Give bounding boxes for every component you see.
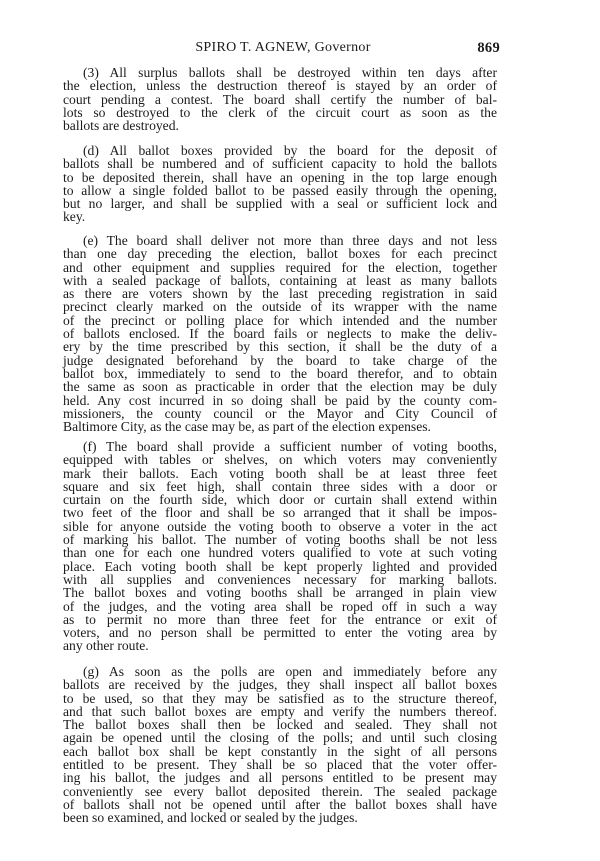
text-line: court pending a contest. The board shall certify the number of bal-: [63, 91, 497, 107]
text-line: curtain on the fourth side, which door or curtain shall extend within: [63, 492, 497, 508]
text-line: of the judges, and the voting area shall be roped off in such a way: [63, 598, 497, 614]
text-line: The ballot boxes shall then be locked and sealed. They shall not: [63, 717, 497, 733]
running-header-title: SPIRO T. AGNEW, Governor: [195, 40, 371, 55]
paragraph-f: [63, 440, 497, 653]
paragraph-3: [63, 66, 497, 132]
text-line: with a sealed package of ballots, containing at least as many ballots: [63, 272, 497, 288]
paragraph-g: [63, 665, 497, 825]
text-line: mark their ballots. Each voting booth shall be at least three feet: [63, 465, 497, 481]
text-line: of the precinct or polling place for which intended and the number: [63, 312, 497, 328]
text-line: square and six feet high, shall contain three sides with a door or: [63, 478, 497, 494]
text-line: (g) As soon as the polls are open and immediately before any: [83, 664, 497, 679]
text-line: The ballot boxes and voting booths shall be arranged in plain view: [63, 585, 497, 601]
text-line: to be used, so that they may be satisfied as to the structure thereof,: [63, 690, 497, 706]
text-line: ery by the time prescribed by this section, it shall be the duty of a: [63, 339, 497, 355]
text-line: the election, unless the destruction thereof is stayed by an order of: [63, 78, 497, 94]
page-number: 869: [477, 40, 500, 56]
text-line: than one for each one hundred voters qualified to vote at such voting: [63, 545, 497, 561]
text-line: ing his ballot, the judges and all persons entitled to be present may: [63, 770, 497, 786]
text-line: but no larger, and shall be supplied with a seal or sufficient lock and: [63, 196, 497, 212]
text-line: (3) All surplus ballots shall be destroyed within ten days after: [83, 65, 497, 80]
text-line: any other route.: [63, 638, 149, 654]
text-line: sible for anyone outside the voting booth to observe a voter in the act: [63, 518, 497, 534]
text-line: (f) The board shall provide a sufficient number of voting booths,: [83, 439, 497, 454]
text-line: and that such ballot boxes are empty and verify the numbers thereof.: [63, 703, 497, 719]
text-line: of ballots shall not be opened until after the ballot boxes shall have: [63, 796, 497, 812]
text-line: voters, and no person shall be permitted to enter the voting area by: [63, 625, 497, 641]
text-line: again be opened until the closing of the polls; and until such closing: [63, 730, 497, 746]
text-line: been so examined, and locked or sealed by the judges.: [63, 810, 358, 826]
text-line: precinct clearly marked on the outside of its wrapper with the name: [63, 299, 497, 315]
text-line: held. Any cost incurred in so doing shall be paid by the county com-: [63, 392, 497, 408]
text-line: as to permit no more than three feet for the entrance or exit of: [63, 611, 497, 627]
text-line: entitled to be present. They shall be so placed that the voter offer-: [63, 757, 497, 773]
text-line: of ballots enclosed. If the board fails or neglects to make the deliv-: [63, 326, 497, 342]
text-line: with all supplies and conveniences necessary for marking ballots.: [63, 571, 497, 587]
text-line: ballots are destroyed.: [63, 118, 179, 134]
text-line: Baltimore City, as the case may be, as part of the election expenses.: [63, 419, 431, 435]
text-line: and other equipment and supplies required for the election, together: [63, 259, 497, 275]
text-line: to be deposited therein, shall have an opening in the top large enough: [63, 169, 497, 185]
text-line: missioners, the county council or the Mayor and City Council of: [63, 405, 497, 421]
text-line: (d) All ballot boxes provided by the board for the deposit of: [83, 143, 497, 158]
text-line: as there are voters shown by the last preceding registration in said: [63, 286, 497, 302]
text-line: judge designated beforehand by the board to take charge of the: [63, 352, 497, 368]
text-line: two feet of the floor and shall be so arranged that it shall be impos-: [63, 505, 497, 521]
text-line: the same as soon as practicable in order that the election may be duly: [63, 379, 497, 395]
text-line: ballots are received by the judges, they shall inspect all ballot boxes: [63, 677, 497, 693]
text-line: (e) The board shall deliver not more than three days and not less: [83, 233, 497, 248]
paragraph-e: [63, 234, 497, 433]
text-line: place. Each voting booth shall be kept properly lighted and provided: [63, 558, 497, 574]
text-line: of marking his ballot. The number of voting booths shall be not less: [63, 532, 497, 548]
text-line: lots so destroyed to the clerk of the circuit court as soon as the: [63, 104, 497, 120]
text-line: ballots shall be numbered and of sufficient capacity to hold the ballots: [63, 156, 497, 172]
text-line: each ballot box shall be kept constantly in the sight of all persons: [63, 743, 497, 759]
text-line: than one day preceding the election, ballot boxes for each precinct: [63, 246, 497, 262]
text-line: to allow a single folded ballot to be passed easily through the opening,: [63, 182, 497, 198]
text-line: equipped with tables or shelves, on which voters may conveniently: [63, 452, 497, 468]
text-line: key.: [63, 209, 86, 225]
text-line: ballot box, immediately to send to the board therefor, and to obtain: [63, 365, 497, 381]
text-line: conveniently see every ballot deposited therein. The sealed package: [63, 783, 497, 799]
paragraph-d: [63, 144, 497, 224]
